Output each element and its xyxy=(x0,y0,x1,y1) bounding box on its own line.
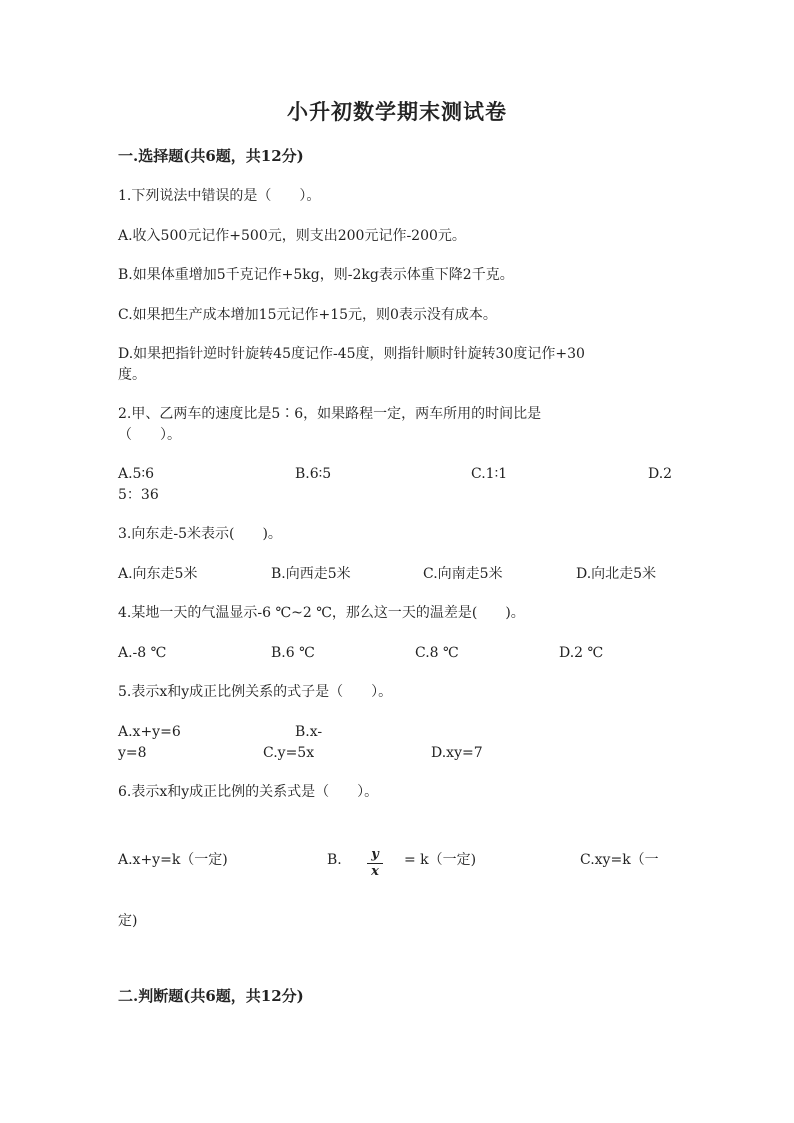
question-6-option-a: A.x+y=k（一定) xyxy=(118,852,228,868)
question-3-option-b: B.向西走5米 xyxy=(271,566,351,582)
question-5-option-c: C.y=5x xyxy=(263,745,315,761)
question-2-stem-line2: （ ）。 xyxy=(118,427,181,443)
question-5-option-b-continued: y=8 xyxy=(118,745,147,761)
question-5-stem: 5.表示x和y成正比例关系的式子是（ ）。 xyxy=(118,684,393,700)
question-5-option-b: B.x- xyxy=(295,724,323,740)
fraction-numerator: y xyxy=(371,847,379,862)
question-2-option-b: B.6∶5 xyxy=(295,466,332,482)
section-heading-choice: 一.选择题(共6题，共12分) xyxy=(118,147,304,165)
question-2-option-c: C.1∶1 xyxy=(471,466,508,482)
question-6-option-c-continued: 定) xyxy=(118,913,138,929)
question-4-option-d: D.2 ℃ xyxy=(559,645,604,661)
question-4-option-a: A.-8 ℃ xyxy=(118,645,167,661)
page-title: 小升初数学期末测试卷 xyxy=(287,99,507,124)
question-6-option-b-fraction xyxy=(367,848,383,879)
question-5-option-d: D.xy=7 xyxy=(431,745,483,761)
question-4-option-b: B.6 ℃ xyxy=(271,645,315,661)
question-2-option-a: A.5∶6 xyxy=(118,466,155,482)
question-6-option-c: C.xy=k（一 xyxy=(580,852,659,868)
question-1-option-a: A.收入500元记作+500元，则支出200元记作-200元。 xyxy=(118,228,466,244)
question-1-option-d-line1: D.如果把指针逆时针旋转45度记作-45度，则指针顺时针旋转30度记作+30 xyxy=(118,346,585,362)
question-6-stem: 6.表示x和y成正比例的关系式是（ ）。 xyxy=(118,784,379,800)
question-5-option-a: A.x+y=6 xyxy=(118,724,181,740)
question-2-option-d-continued: 5：36 xyxy=(118,487,159,503)
question-2-option-d: D.2 xyxy=(648,466,673,482)
question-2-stem-line1: 2.甲、乙两车的速度比是5∶6，如果路程一定，两车所用的时间比是 xyxy=(118,406,542,422)
question-6-option-b-label: B. xyxy=(327,852,342,868)
fraction-denominator: x xyxy=(371,864,379,879)
section-heading-judgement: 二.判断题(共6题，共12分) xyxy=(118,987,304,1005)
question-4-stem: 4.某地一天的气温显示-6 ℃~2 ℃，那么这一天的温差是( )。 xyxy=(118,605,525,621)
question-6-option-b-rest: = k（一定) xyxy=(404,852,477,868)
question-1-option-d-line2: 度。 xyxy=(118,367,146,383)
question-1-stem: 1.下列说法中错误的是（ ）。 xyxy=(118,188,321,204)
question-3-option-d: D.向北走5米 xyxy=(576,566,657,582)
question-1-option-b: B.如果体重增加5千克记作+5kg，则-2kg表示体重下降2千克。 xyxy=(118,267,514,283)
question-4-option-c: C.8 ℃ xyxy=(415,645,459,661)
question-3-option-a: A.向东走5米 xyxy=(118,566,198,582)
question-3-stem: 3.向东走-5米表示( )。 xyxy=(118,526,282,542)
question-3-option-c: C.向南走5米 xyxy=(423,566,503,582)
question-1-option-c: C.如果把生产成本增加15元记作+15元，则0表示没有成本。 xyxy=(118,307,497,323)
